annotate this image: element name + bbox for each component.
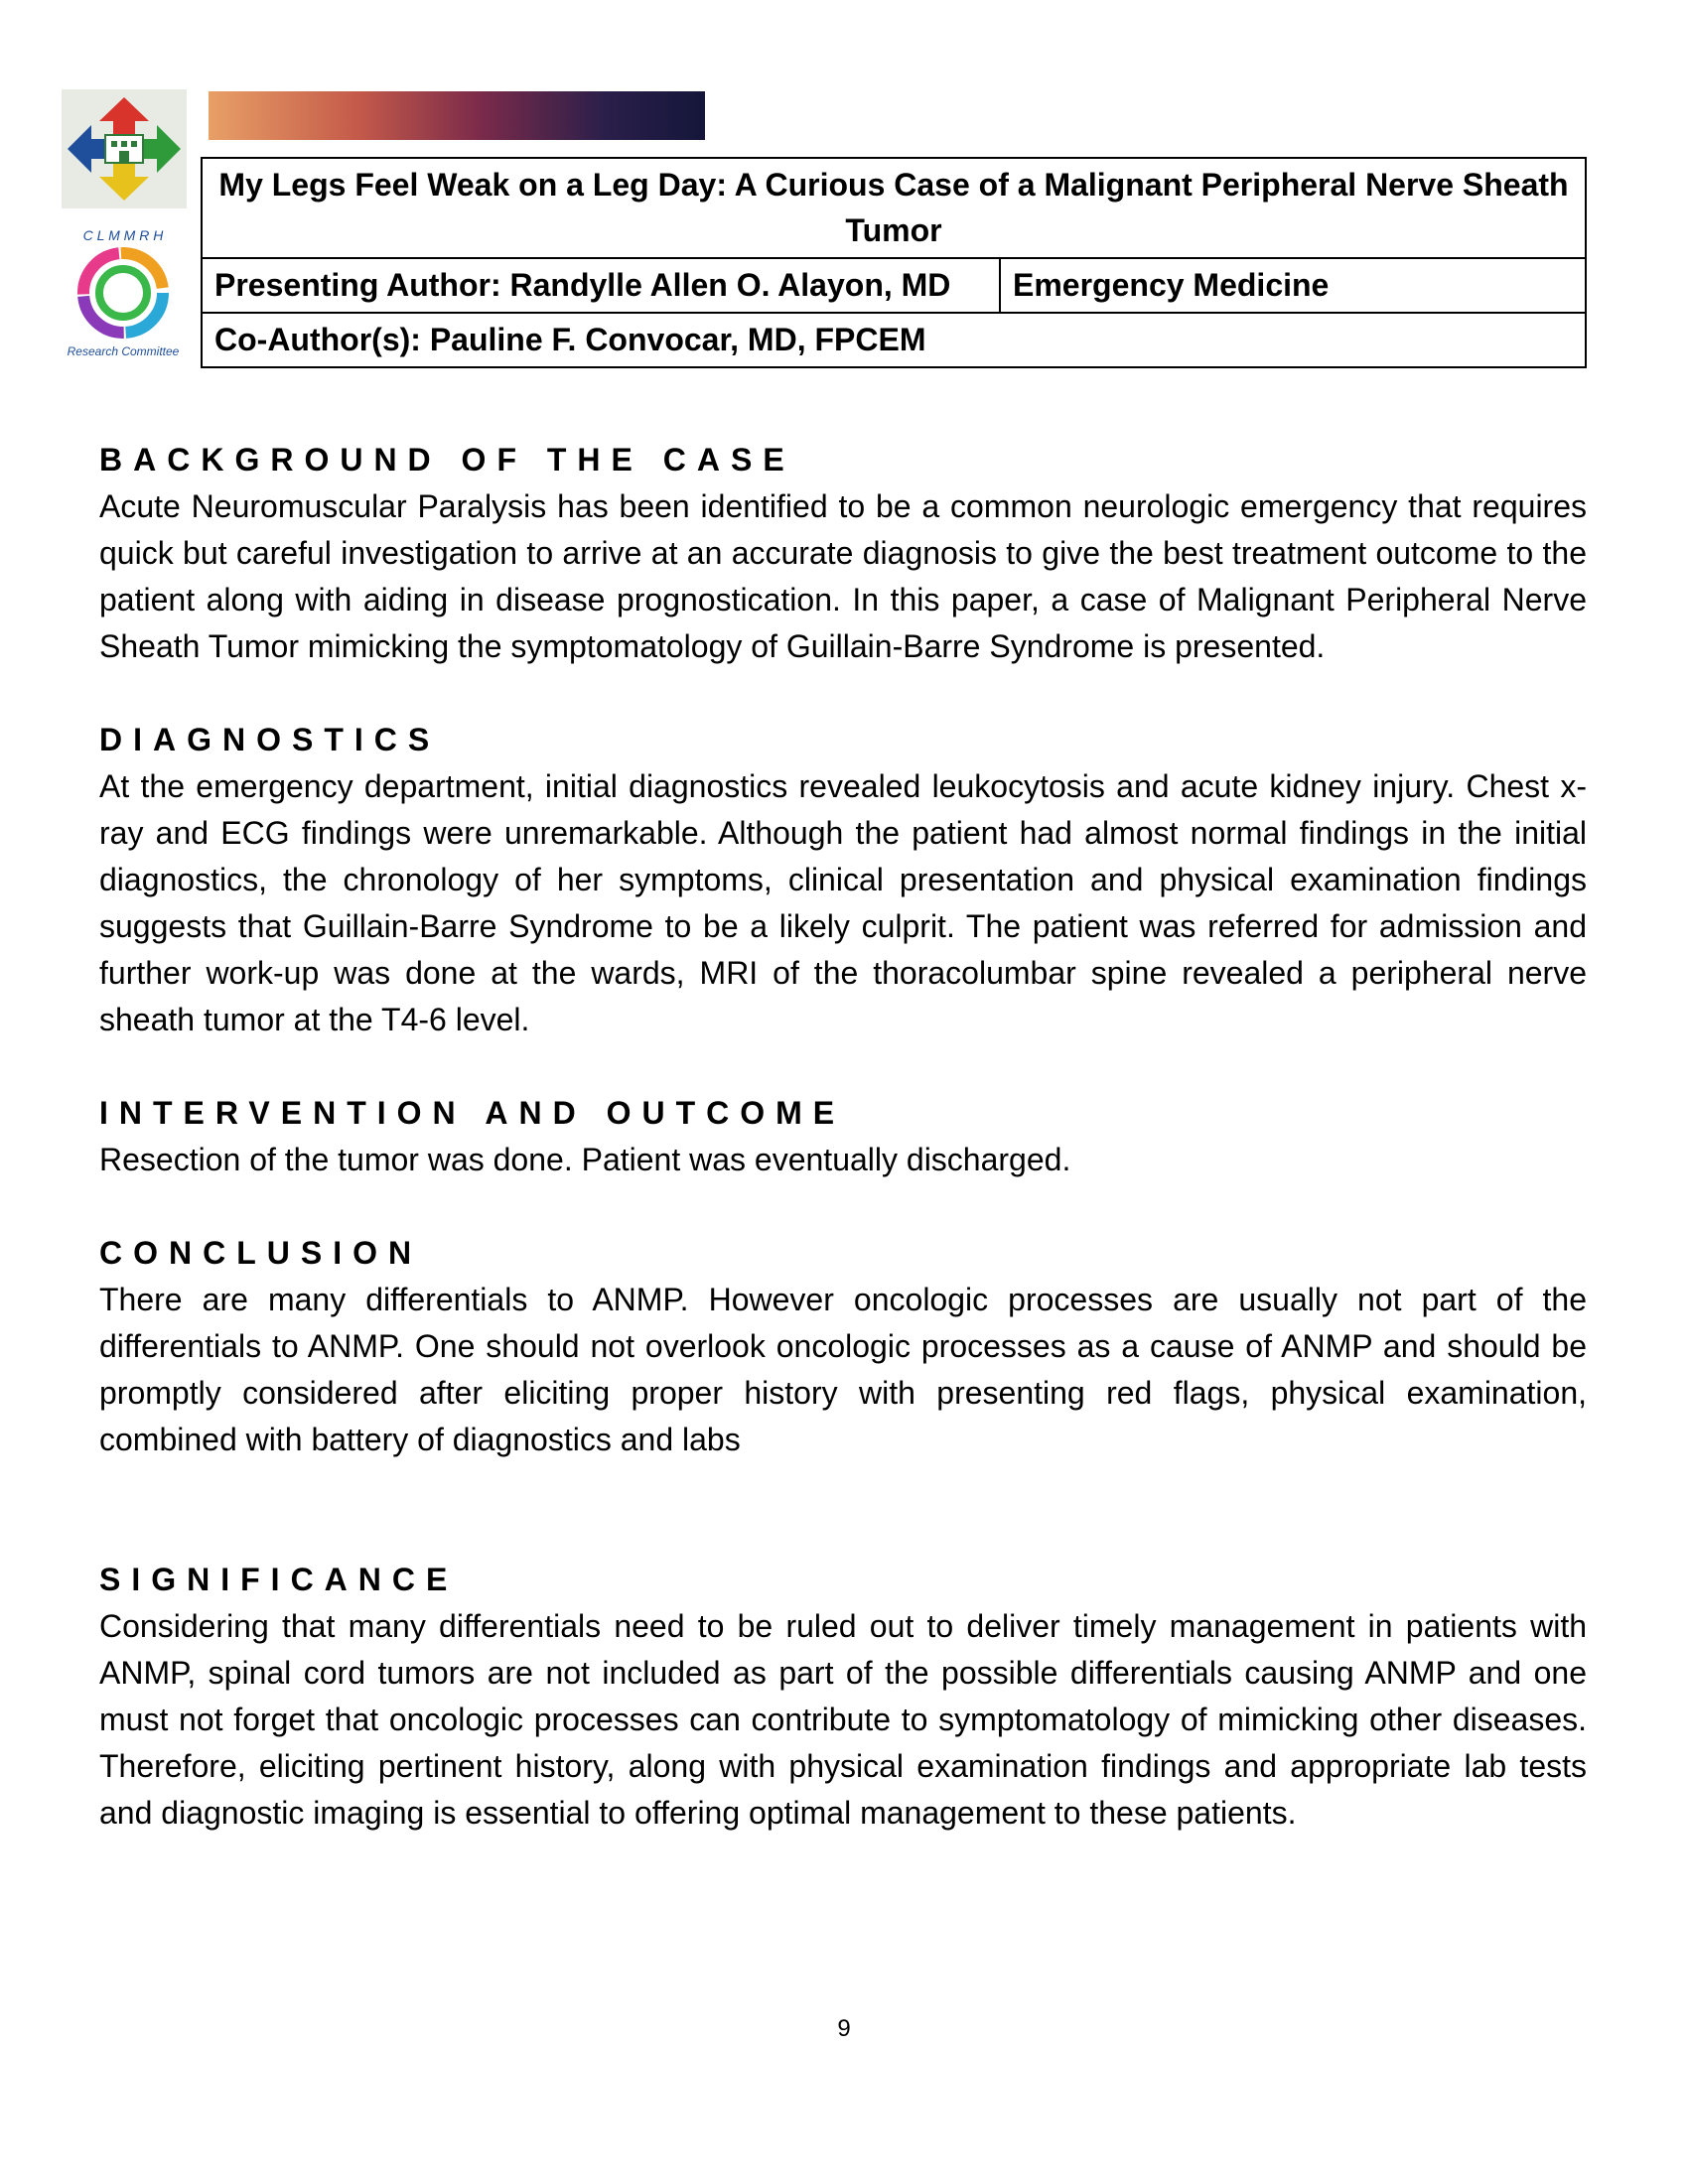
abstract-title: My Legs Feel Weak on a Leg Day: A Curious Case of a Malignant Peripheral Nerve Sheath Tumor [202,158,1586,258]
section-intervention-outcome [99,1090,1587,1183]
section-heading: INTERVENTION AND OUTCOME [99,1095,846,1131]
section-significance [99,1557,1587,1837]
section-conclusion [99,1230,1587,1463]
header-gradient-bar [209,91,705,140]
section-body: Considering that many differentials need to be ruled out to deliver timely management in patients with ANMP, spinal cord tumors are not included as part of the possible differentials causing ANMP and one must not forget that oncologic processes can contribute to symptomatology of mimicking other diseases. Therefore, eliciting pertinent history, along with physical examination findings and appropriate lab tests and diagnostic imaging is essential to offering optimal management to these patients. [99,1608,1587,1831]
section-heading: DIAGNOSTICS [99,722,441,757]
section-background [99,437,1587,670]
abstract-content [99,437,1587,1883]
section-diagnostics [99,717,1587,1043]
section-heading: BACKGROUND OF THE CASE [99,442,795,478]
arrows-logo-icon [62,89,187,208]
committee-arc-text: C L M M R H [82,227,164,243]
section-body: Resection of the tumor was done. Patient was eventually discharged. [99,1142,1071,1177]
presenting-author: Presenting Author: Randylle Allen O. Alayon, MD [202,258,1000,313]
committee-subtext: Research Committee [67,344,180,358]
section-body: There are many differentials to ANMP. However oncologic processes are usually not part of the differentials to ANMP. One should not overlook oncologic processes as a cause of ANMP and should be promptly considered after eliciting proper history with presenting red flags, physical examination, combined with battery of diagnostics and labs [99,1282,1587,1457]
hospital-logo [62,89,187,208]
page-number: 9 [837,2015,851,2042]
ring-logo-icon [56,218,191,367]
section-body: At the emergency department, initial diagnostics revealed leukocytosis and acute kidney injury. Chest x-ray and ECG findings were unremarkable. Although the patient had almost normal findings in the initial diagnostics, the chronology of her symptoms, clinical presentation and physical examination findings suggests that Guillain-Barre Syndrome to be a likely culprit. The patient was referred for admission and further work-up was done at the wards, MRI of the thoracolumbar spine revealed a peripheral nerve sheath tumor at the T4-6 level. [99,768,1587,1037]
research-committee-logo [56,218,191,367]
abstract-header-table [201,157,1587,368]
department: Emergency Medicine [1000,258,1586,313]
section-heading: CONCLUSION [99,1235,423,1271]
co-authors: Co-Author(s): Pauline F. Convocar, MD, FPCEM [202,313,1586,367]
section-heading: SIGNIFICANCE [99,1562,459,1597]
section-body: Acute Neuromuscular Paralysis has been identified to be a common neurologic emergency that requires quick but careful investigation to arrive at an accurate diagnosis to give the best treatment outcome to the patient along with aiding in disease prognostication. In this paper, a case of Malignant Peripheral Nerve Sheath Tumor mimicking the symptomatology of Guillain-Barre Syndrome is presented. [99,488,1587,664]
